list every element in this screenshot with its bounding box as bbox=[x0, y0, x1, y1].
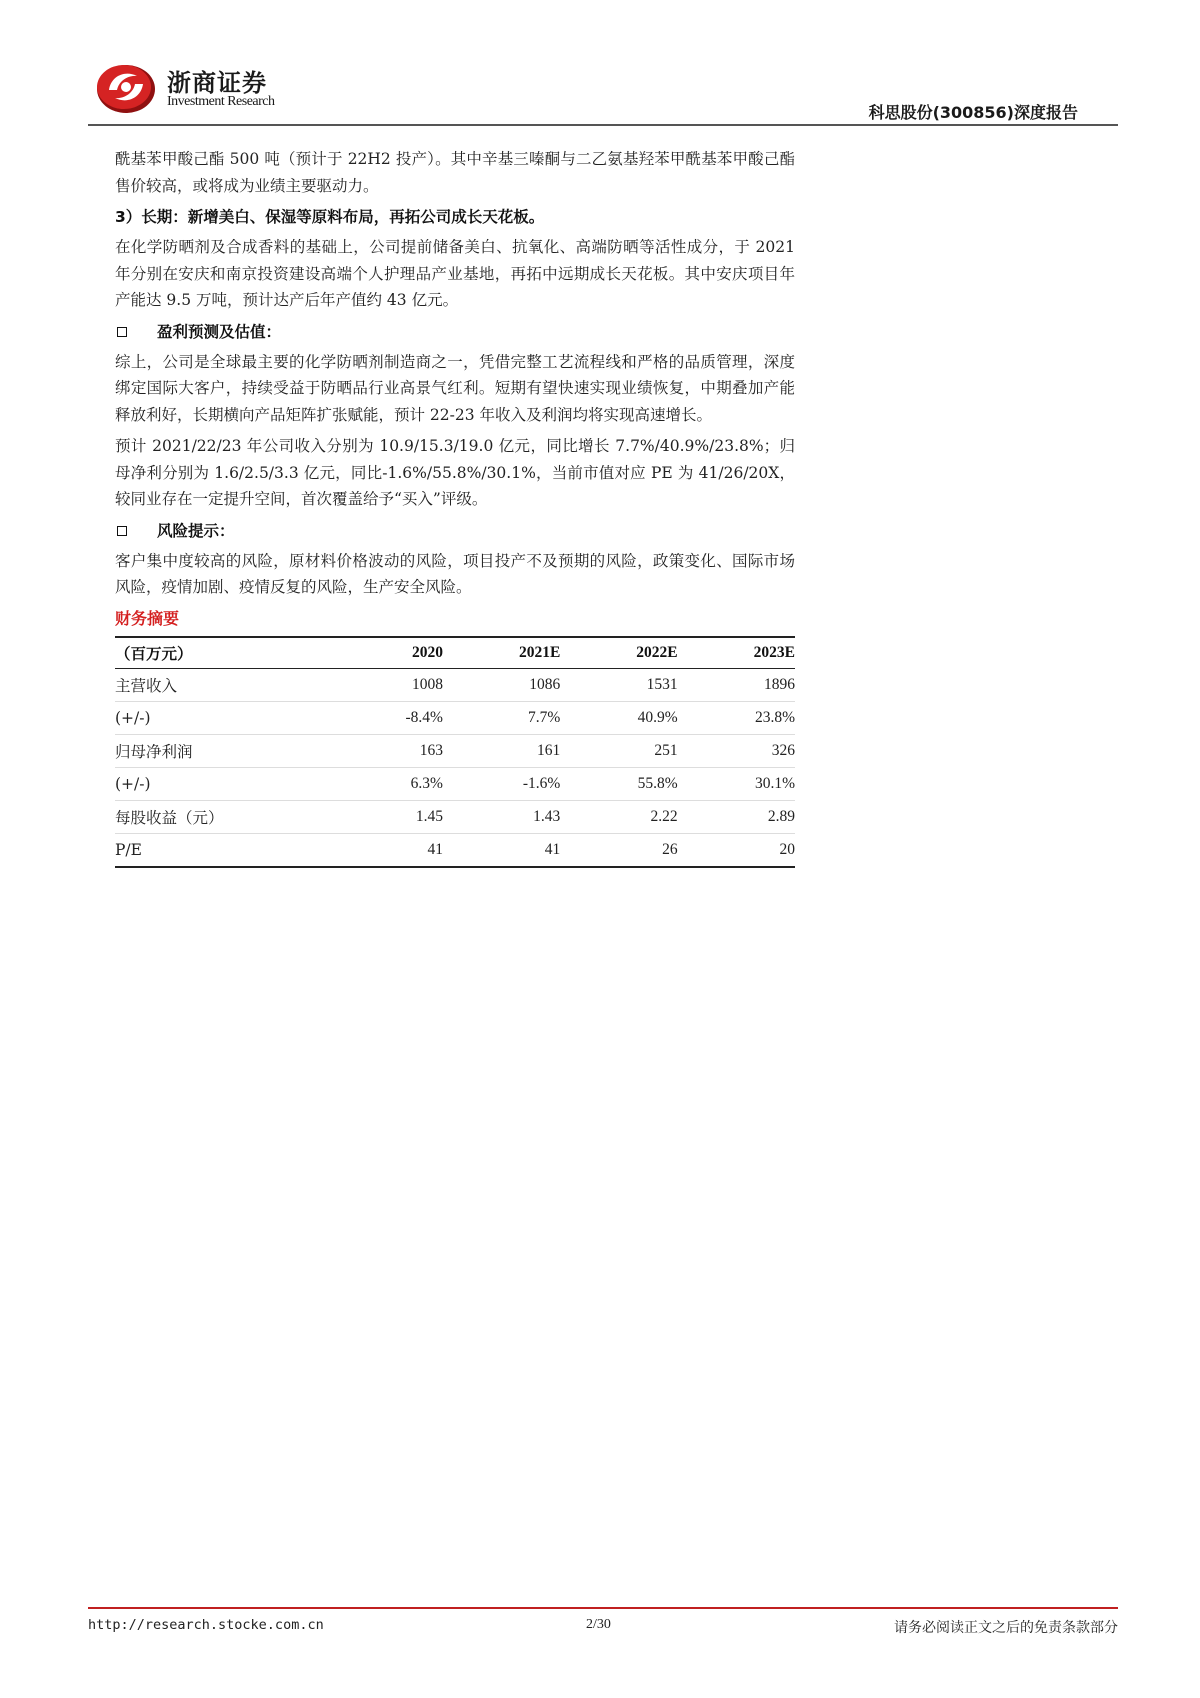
table-row bbox=[115, 800, 795, 833]
table-cell: 1086 bbox=[443, 668, 560, 701]
report-body bbox=[115, 146, 795, 868]
table-cell: 7.7% bbox=[443, 701, 560, 734]
table-cell: 20 bbox=[678, 833, 795, 867]
table-header-cell: （百万元） bbox=[115, 637, 326, 669]
table-cell: 326 bbox=[678, 734, 795, 767]
financial-summary-table bbox=[115, 636, 795, 868]
table-row-label: 每股收益（元） bbox=[115, 800, 326, 833]
table-cell: 40.9% bbox=[560, 701, 677, 734]
page-number: 2/30 bbox=[586, 1617, 611, 1632]
table-cell: 1.45 bbox=[326, 800, 443, 833]
table-row bbox=[115, 668, 795, 701]
table-row-label: 主营收入 bbox=[115, 668, 326, 701]
risk-paragraph: 客户集中度较高的风险，原材料价格波动的风险，项目投产不及预期的风险，政策变化、国际市场风险，疫情加剧、疫情反复的风险，生产安全风险。 bbox=[115, 551, 795, 596]
table-header-cell: 2023E bbox=[678, 637, 795, 669]
forecast-paragraph-1: 综上，公司是全球最主要的化学防晒剂制造商之一，凭借完整工艺流程线和严格的品质管理，深度绑定国际大客户，持续受益于防晒品行业高景气红利。短期有望快速实现业绩恢复，中期叠加产能释放利好，长期横向产品矩阵扩张赋能，预计 22-23 年收入及利润均将实现高速增长。 bbox=[115, 352, 795, 424]
table-cell: 2.89 bbox=[678, 800, 795, 833]
table-row bbox=[115, 701, 795, 734]
table-cell: 251 bbox=[560, 734, 677, 767]
company-logo bbox=[95, 58, 275, 118]
forecast-paragraph-2: 预计 2021/22/23 年公司收入分别为 10.9/15.3/19.0 亿元，同比增长 7.7%/40.9%/23.8%；归母净利分别为 1.6/2.5/3.3 亿元，同比-1.6%/55.8%/30.1%，当前市值对应 PE 为 41/26/20X，较同业存在一定提升空间，首次覆盖给予“买入”评级。 bbox=[115, 437, 795, 508]
table-cell: -8.4% bbox=[326, 701, 443, 734]
checkbox-bullet-icon bbox=[117, 526, 127, 536]
table-cell: 1896 bbox=[678, 668, 795, 701]
table-cell: 1.43 bbox=[443, 800, 560, 833]
table-cell: 23.8% bbox=[678, 701, 795, 734]
logo-chinese-name: 浙商证券 bbox=[167, 68, 267, 97]
table-cell: -1.6% bbox=[443, 767, 560, 800]
logo-english-name: Investment Research bbox=[167, 94, 275, 109]
table-row-label: P/E bbox=[115, 833, 326, 867]
table-cell: 1531 bbox=[560, 668, 677, 701]
report-title: 科思股份(300856)深度报告 bbox=[868, 103, 1078, 122]
table-cell: 6.3% bbox=[326, 767, 443, 800]
table-row bbox=[115, 833, 795, 867]
long-term-paragraph: 在化学防晒剂及合成香料的基础上，公司提前储备美白、抗氧化、高端防晒等活性成分，于 2021 年分别在安庆和南京投资建设高端个人护理品产业基地，再拓中远期成长天花板。其中安庆项目年产能达 9.5 万吨，预计达产后年产值约 43 亿元。 bbox=[115, 238, 795, 309]
footer-disclaimer: 请务必阅读正文之后的免责条款部分 bbox=[894, 1620, 1118, 1636]
table-row bbox=[115, 734, 795, 767]
table-header-cell: 2020 bbox=[326, 637, 443, 669]
table-row-label: (+/-) bbox=[115, 767, 326, 800]
footer-website-link[interactable]: http://research.stocke.com.cn bbox=[88, 1617, 324, 1633]
table-header-row bbox=[115, 637, 795, 669]
table-header-cell: 2021E bbox=[443, 637, 560, 669]
table-cell: 2.22 bbox=[560, 800, 677, 833]
table-cell: 26 bbox=[560, 833, 677, 867]
risk-section-heading bbox=[115, 518, 795, 544]
footer-divider bbox=[88, 1607, 1118, 1609]
header-divider bbox=[88, 124, 1118, 126]
zheshang-logo-icon bbox=[95, 60, 157, 114]
table-row bbox=[115, 767, 795, 800]
table-cell: 1008 bbox=[326, 668, 443, 701]
table-header-cell: 2022E bbox=[560, 637, 677, 669]
forecast-section-label: 盈利预测及估值： bbox=[157, 322, 282, 341]
table-row-label: (+/-) bbox=[115, 701, 326, 734]
risk-section-label: 风险提示： bbox=[157, 521, 235, 540]
table-row-label: 归母净利润 bbox=[115, 734, 326, 767]
table-cell: 41 bbox=[326, 833, 443, 867]
forecast-section-heading bbox=[115, 319, 795, 345]
financial-summary-title: 财务摘要 bbox=[115, 608, 180, 628]
table-cell: 30.1% bbox=[678, 767, 795, 800]
intro-paragraph: 酰基苯甲酸己酯 500 吨（预计于 22H2 投产）。其中辛基三嗪酮与二乙氨基羟苯甲酰基苯甲酸己酯售价较高，或将成为业绩主要驱动力。 bbox=[115, 150, 795, 195]
table-cell: 41 bbox=[443, 833, 560, 867]
long-term-subheading: 3）长期：新增美白、保湿等原料布局，再拓公司成长天花板。 bbox=[115, 208, 545, 226]
checkbox-bullet-icon bbox=[117, 327, 127, 337]
table-cell: 55.8% bbox=[560, 767, 677, 800]
table-cell: 163 bbox=[326, 734, 443, 767]
table-cell: 161 bbox=[443, 734, 560, 767]
